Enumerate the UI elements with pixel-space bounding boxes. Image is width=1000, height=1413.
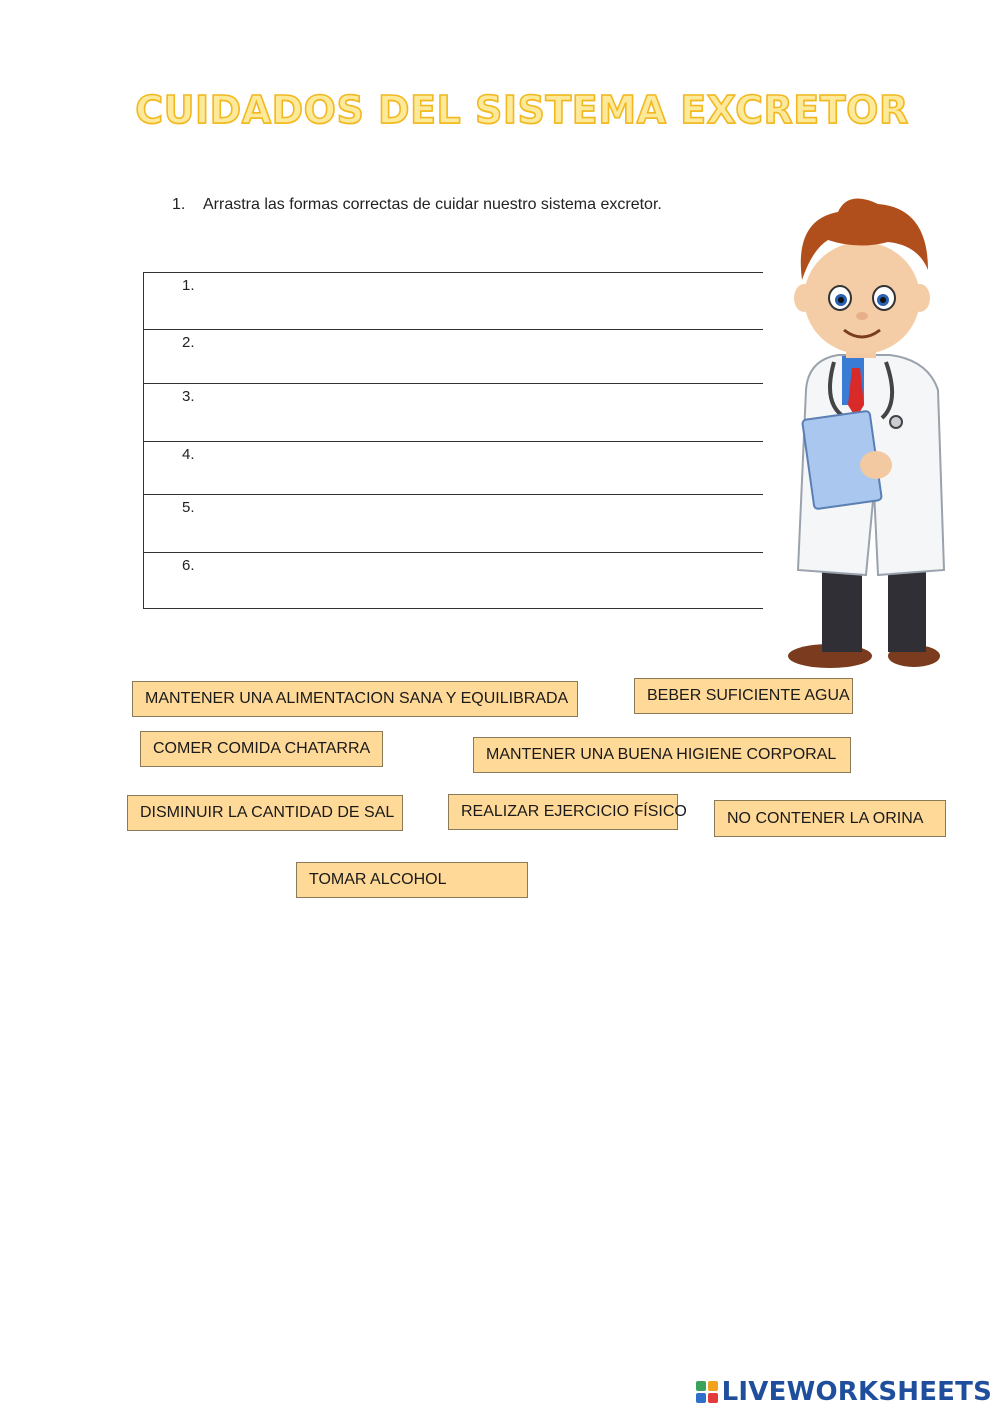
brand-grid-icon (696, 1381, 718, 1403)
answer-chip[interactable]: NO CONTENER LA ORINA (714, 800, 946, 837)
instruction (172, 196, 662, 214)
drop-zone-5[interactable] (144, 495, 763, 553)
drop-zone-4[interactable] (144, 442, 763, 495)
brand-text: LIVEWORKSHEETS (721, 1377, 992, 1407)
answer-chip[interactable]: MANTENER UNA ALIMENTACION SANA Y EQUILIBRADA (132, 681, 578, 717)
drop-zone-3[interactable] (144, 384, 763, 442)
instruction-text: Arrastra las formas correctas de cuidar nuestro sistema excretor. (203, 196, 662, 213)
row-number: 5. (182, 499, 195, 516)
doctor-illustration (778, 190, 950, 672)
row-number: 4. (182, 446, 195, 463)
answer-chip[interactable]: BEBER SUFICIENTE AGUA (634, 678, 853, 714)
answer-chip[interactable]: TOMAR ALCOHOL (296, 862, 528, 898)
drop-zone-2[interactable] (144, 330, 763, 384)
row-number: 3. (182, 388, 195, 405)
worksheet-title: CUIDADOS DEL SISTEMA EXCRETOR (135, 88, 909, 132)
drop-zone-1[interactable] (144, 273, 763, 330)
liveworksheets-logo (696, 1377, 992, 1407)
row-number: 2. (182, 334, 195, 351)
row-number: 6. (182, 557, 195, 574)
answer-chip[interactable]: DISMINUIR LA CANTIDAD DE SAL (127, 795, 403, 831)
drop-zone-6[interactable] (144, 553, 763, 609)
row-number: 1. (182, 277, 195, 294)
answer-chip[interactable]: MANTENER UNA BUENA HIGIENE CORPORAL (473, 737, 851, 773)
answer-chip[interactable]: COMER COMIDA CHATARRA (140, 731, 383, 767)
instruction-number: 1. (172, 196, 186, 213)
answer-chip[interactable]: REALIZAR EJERCICIO FÍSICO (448, 794, 678, 830)
answer-table (143, 272, 763, 609)
